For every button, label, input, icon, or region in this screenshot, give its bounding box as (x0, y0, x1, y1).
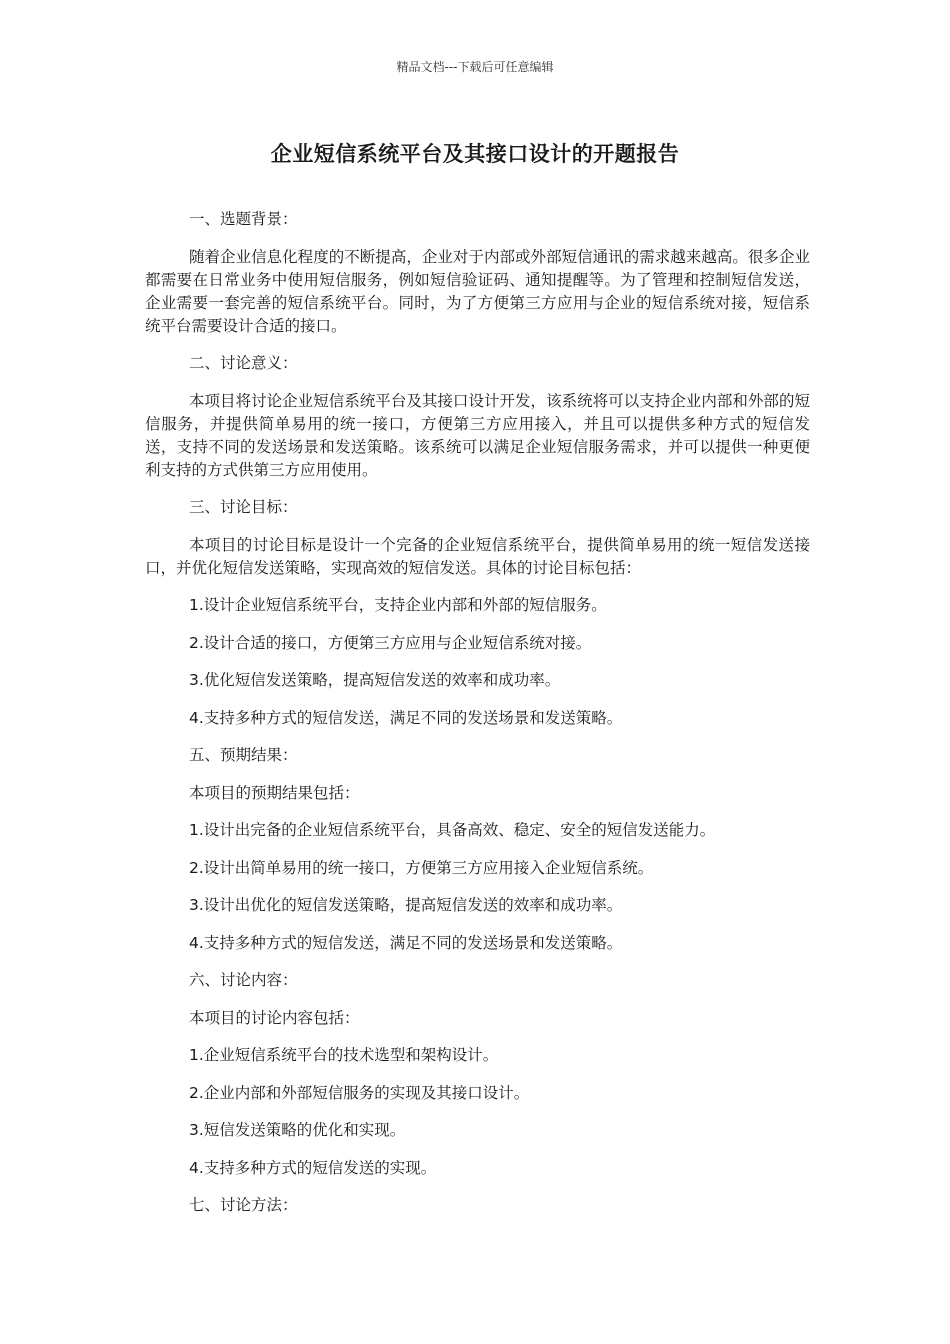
section-heading-significance: 二、讨论意义： (189, 354, 298, 372)
goals-list-item: 1.设计企业短信系统平台，支持企业内部和外部的短信服务。 (189, 596, 607, 614)
goals-list-item: 3.优化短信发送策略，提高短信发送的效率和成功率。 (189, 671, 561, 689)
document-body (145, 208, 810, 1232)
expected-intro: 本项目的预期结果包括： (189, 783, 360, 802)
goals-paragraph: 本项目的讨论目标是设计一个完备的企业短信系统平台，提供简单易用的统一短信发送接口，并优化短信发送策略，实现高效的短信发送。具体的讨论目标包括： (145, 535, 810, 577)
section-heading-expected: 五、预期结果： (189, 746, 298, 764)
section-heading-background: 一、选题背景： (189, 210, 298, 228)
expected-list-item: 3.设计出优化的短信发送策略，提高短信发送的效率和成功率。 (189, 896, 623, 914)
expected-list-item: 1.设计出完备的企业短信系统平台，具备高效、稳定、安全的短信发送能力。 (189, 821, 716, 839)
page-header: 精品文档---下载后可任意编辑 (396, 60, 554, 74)
content-list-item: 4.支持多种方式的短信发送的实现。 (189, 1158, 437, 1177)
document-title: 企业短信系统平台及其接口设计的开题报告 (270, 142, 680, 166)
goals-list-item: 2.设计合适的接口，方便第三方应用与企业短信系统对接。 (189, 633, 592, 652)
background-paragraph: 随着企业信息化程度的不断提高，企业对于内部或外部短信通讯的需求越来越高。很多企业都需要在日常业务中使用短信服务，例如短信验证码、通知提醒等。为了管理和控制短信发送，企业需要一套完善的短信系统平台。同时，为了方便第三方应用与企业的短信系统对接，短信系统平台需要设计合适的接口。 (145, 247, 810, 335)
content-list-item: 2.企业内部和外部短信服务的实现及其接口设计。 (189, 1083, 530, 1102)
expected-list-item: 2.设计出简单易用的统一接口，方便第三方应用接入企业短信系统。 (189, 858, 654, 877)
expected-list-item: 4.支持多种方式的短信发送，满足不同的发送场景和发送策略。 (189, 933, 623, 952)
content-list-item: 1.企业短信系统平台的技术选型和架构设计。 (189, 1046, 499, 1064)
content-list-item: 3.短信发送策略的优化和实现。 (189, 1121, 406, 1139)
significance-paragraph: 本项目将讨论企业短信系统平台及其接口设计开发，该系统将可以支持企业内部和外部的短信服务，并提供简单易用的统一接口，方便第三方应用接入，并且可以提供多种方式的短信发送，支持不同的发送场景和发送策略。该系统可以满足企业短信服务需求，并可以提供一种更便利支持的方式供第三方应用使用。 (145, 391, 810, 479)
goals-list-item: 4.支持多种方式的短信发送，满足不同的发送场景和发送策略。 (189, 708, 623, 727)
section-heading-content: 六、讨论内容： (189, 971, 298, 989)
section-heading-goals: 三、讨论目标： (189, 498, 298, 516)
section-heading-methods: 七、讨论方法： (189, 1196, 298, 1214)
content-intro: 本项目的讨论内容包括： (189, 1008, 360, 1027)
